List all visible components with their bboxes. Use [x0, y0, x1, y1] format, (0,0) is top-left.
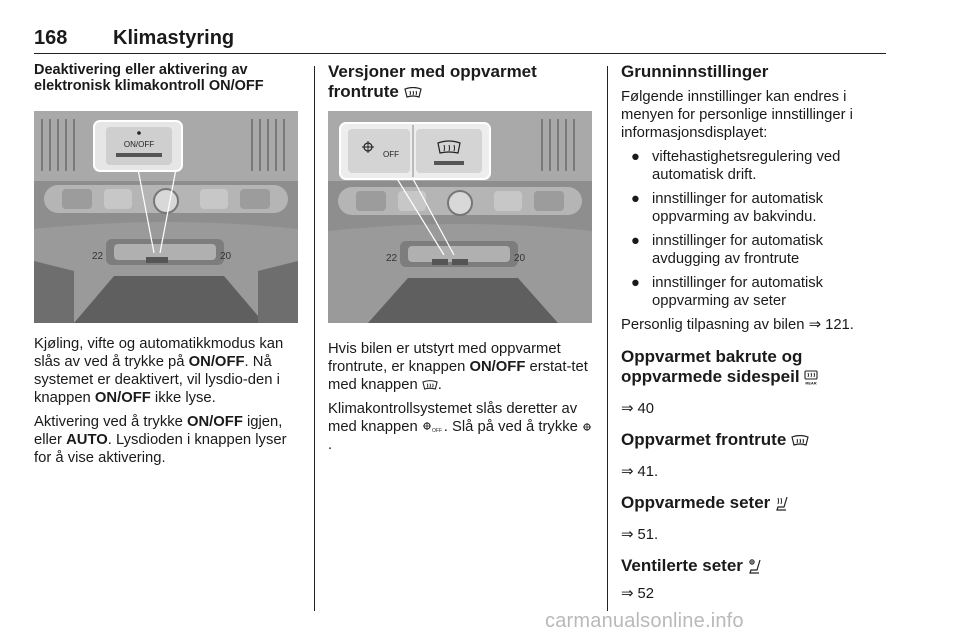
- figure-fan-off-button-label: OFF: [383, 150, 399, 159]
- reference-rear-window: [621, 400, 891, 418]
- column-divider: [607, 66, 608, 611]
- column-3: [621, 62, 891, 603]
- page-number: 168: [34, 27, 68, 49]
- reference-ventilated-seats: [621, 585, 891, 603]
- arrow-right-icon: ⇒: [621, 464, 634, 480]
- section-heading-on-off: Deaktivering eller aktivering av elektronisk klimakontroll ON/OFF: [34, 62, 264, 94]
- heated-windscreen-icon: [404, 87, 422, 99]
- page-reference-link[interactable]: 121.: [825, 317, 854, 333]
- paragraph-fan-off: Klimakontrollsystemet slås deretter av med knappen OFF . Slå på ved å trykke .: [328, 400, 592, 454]
- section-heading-heated-windscreen: Oppvarmet frontrute: [621, 430, 891, 450]
- svg-text:REAR: REAR: [805, 380, 817, 386]
- figure-on-off-button-label: ON/OFF: [123, 140, 155, 149]
- figure-climate-panel-heated-windscreen: [328, 111, 592, 323]
- ventilated-seat-icon: [748, 558, 764, 575]
- reference-heated-seats: [621, 526, 891, 544]
- list-item: ● innstillinger for automatisk oppvarming av seter: [631, 275, 824, 309]
- page-reference-link[interactable]: 41.: [637, 464, 659, 480]
- fan-off-icon: [422, 421, 444, 433]
- heated-seat-icon: [775, 496, 791, 512]
- section-heading-rear-window: Oppvarmet bakrute og oppvarmede sidespeil REAR: [621, 347, 817, 386]
- heated-windscreen-icon: [422, 380, 438, 391]
- svg-text:OFF: OFF: [431, 428, 442, 434]
- arrow-right-icon: ⇒: [621, 401, 634, 417]
- fan-icon: [582, 422, 592, 432]
- section-heading-heated-seats: Oppvarmede seter: [621, 493, 891, 513]
- list-item: ● innstillinger for automatisk avdugging av frontrute: [631, 233, 824, 267]
- watermark: carmanualsonline.info: [545, 610, 744, 632]
- column-2: [328, 62, 592, 454]
- paragraph-heated-windscreen-button: Hvis bilen er utstyrt med oppvarmet frontrute, er knappen ON/OFF erstat-tet med knappen .: [328, 341, 588, 393]
- paragraph-personalisation: Personlig tilpasning av bilen ⇒ 121.: [621, 317, 854, 333]
- figure-climate-panel-on-off: [34, 111, 298, 323]
- figure-temp-left: 22: [92, 251, 104, 262]
- heated-windscreen-icon: [791, 435, 809, 447]
- page-header: [34, 27, 886, 54]
- rear-window-heating-icon: [804, 370, 818, 385]
- reference-heated-windscreen: [621, 463, 891, 481]
- paragraph-settings-intro: Følgende innstillinger kan endres i menyen for personlige innstillinger i informasjonsdisplayet:: [621, 89, 853, 141]
- page-reference-link[interactable]: 40: [637, 401, 654, 417]
- section-heading-heated-windscreen: Versjoner med oppvarmet frontrute: [328, 62, 537, 101]
- figure-temp-right: 20: [514, 253, 526, 264]
- figure-temp-left: 22: [386, 253, 398, 264]
- column-1: [34, 62, 300, 467]
- arrow-right-icon: ⇒: [621, 586, 634, 602]
- paragraph-activation: Aktivering ved å trykke ON/OFF igjen, eller AUTO. Lysdioden i knappen lyser for å vise aktivering.: [34, 414, 287, 466]
- section-heading-ventilated-seats: Ventilerte seter: [621, 556, 891, 576]
- figure-temp-right: 20: [220, 251, 232, 262]
- page-reference-link[interactable]: 52: [637, 586, 654, 602]
- arrow-right-icon: ⇒: [808, 317, 821, 333]
- paragraph-cooling-off: Kjøling, vifte og automatikkmodus kan slås av ved å trykke på ON/OFF. Nå systemet er deaktivert, vil lysdio-den i knappen ON/OFF ikke lyse.: [34, 336, 284, 406]
- chapter-title: Klimastyring: [113, 27, 235, 49]
- page-reference-link[interactable]: 51.: [637, 527, 659, 543]
- list-item: ● viftehastighetsregulering ved automatisk drift.: [631, 149, 841, 183]
- column-divider: [314, 66, 315, 611]
- arrow-right-icon: ⇒: [621, 527, 634, 543]
- section-heading-basic-settings: Grunninnstillinger: [621, 62, 769, 81]
- list-item: ● innstillinger for automatisk oppvarming av bakvindu.: [631, 191, 824, 225]
